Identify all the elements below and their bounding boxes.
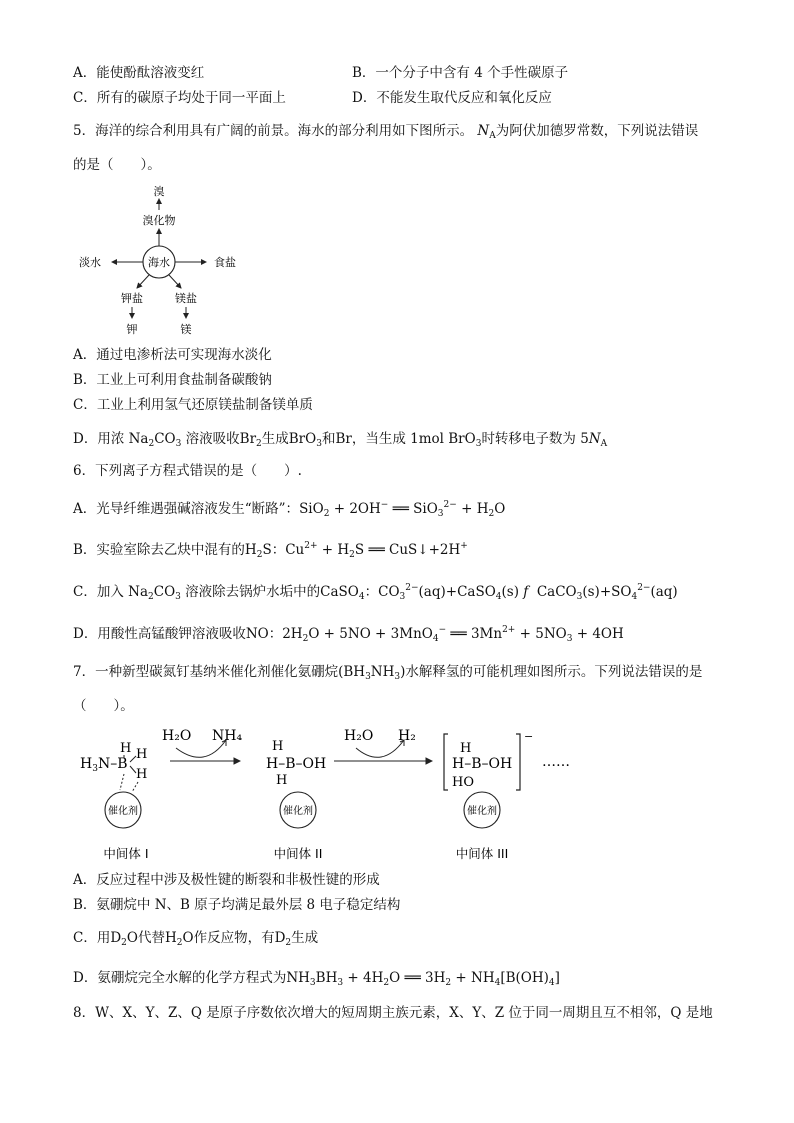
svg-text:−: −	[524, 730, 534, 743]
diagram-potassium-salt: 钾盐	[121, 292, 143, 305]
continuation-dots: ……	[542, 754, 570, 770]
svg-text:H3N–B: $H_3N-B$	[80, 756, 128, 774]
diagram-seawater: 海水	[148, 256, 170, 269]
q4-option-d: D．不能发生取代反应和氧化反应	[352, 90, 552, 106]
catalyst-label-3: 催化剂	[467, 806, 497, 817]
q5-option-a: A．通过电渗析法可实现海水淡化	[73, 347, 272, 363]
q5-option-c: C．工业上利用氢气还原镁盐制备镁单质	[73, 397, 313, 413]
q4-option-c: C．所有的碳原子均处于同一平面上	[73, 90, 286, 106]
q7-option-b: B．氨硼烷中 N、B 原子均满足最外层 8 电子稳定结构	[73, 897, 401, 913]
diagram-bromine: 溴	[153, 185, 165, 198]
diagram-bromide: 溴化物	[142, 214, 176, 227]
seawater-diagram	[70, 180, 240, 340]
arrow1-product: NH₄	[212, 728, 243, 744]
svg-text:H: H	[460, 741, 472, 756]
svg-text:H: H	[136, 767, 148, 782]
q4-option-a: A．能使酚酞溶液变红	[73, 65, 205, 81]
catalyst-label-1: 催化剂	[108, 806, 138, 817]
q7-option-a: A．反应过程中涉及极性键的断裂和非极性键的形成	[73, 872, 380, 888]
diagram-magnesium-salt: 镁盐	[175, 292, 197, 305]
q5-option-d: D．用浓 $Na_2CO_3$ 溶液吸收$Br_2$生成BrO$_3$和Br，当生成 1mol BrO$_3$时转移电子数为 $5N_A$	[73, 431, 608, 449]
diagram-freshwater: 淡水	[79, 256, 101, 269]
catalyst-label-2: 催化剂	[283, 806, 313, 817]
svg-text:H–B–OH: H–B–OH	[452, 756, 513, 772]
svg-text:H: H	[136, 747, 148, 762]
intermediate-2-label: 中间体 II	[273, 846, 323, 861]
arrow2-reactant: H₂O	[344, 728, 374, 744]
svg-text:HO: HO	[452, 775, 474, 790]
diagram-magnesium: 镁	[180, 323, 192, 336]
q5-stem-line2: 的是（ ）。	[73, 157, 161, 173]
q8-stem: 8．W、X、Y、Z、Q 是原子序数依次增大的短周期主族元素，X、Y、Z 位于同一周期且互不相邻，Q 是地	[73, 1005, 713, 1021]
svg-text:H: H	[276, 773, 288, 788]
q7-option-d: D．氨硼烷完全水解的化学方程式为$NH_3BH_3 + 4H_2O$ ══ $3H_2 + NH_4[B(OH)_4]$	[73, 970, 560, 988]
mechanism-diagram	[76, 718, 596, 868]
svg-text:H: H	[272, 739, 284, 754]
svg-text:H–B–OH: H–B–OH	[266, 756, 327, 772]
q6-option-c: C．加入 $Na_2CO_3$ 溶液除去锅炉水垢中的CaSO$_4$：$CO_3^{2-}(aq)+CaSO_4(s)$ f $CaCO_3(s)+SO_4^{2-}(aq)$	[73, 583, 678, 602]
intermediate-3-label: 中间体 III	[455, 846, 509, 861]
q6-stem: 6．下列离子方程式错误的是（ ）.	[73, 463, 302, 479]
arrow1-reactant: H₂O	[162, 728, 192, 744]
q7-stem-line1: 7．一种新型碳氮钉基纳米催化剂催化氨硼烷$(BH_3NH_3)$水解释氢的可能机理如图所示。下列说法错误的是	[73, 664, 703, 682]
diagram-potassium: 钾	[126, 323, 138, 336]
q6-option-a: A．光导纤维遇强碱溶液发生“断路”：SiO$_2$ + 2OH− ══ $SiO_3^{2-} + H_2O$	[73, 500, 506, 519]
q6-option-d: D．用酸性高锰酸钾溶液吸收NO：$2H_2O + 5NO + 3MnO_4^-$ ══ $3Mn^{2+} + 5NO_3 + 4OH$	[73, 625, 624, 644]
svg-text:H: H	[120, 741, 132, 756]
q7-option-c: C．用$D_2O$代替$H_2O$作反应物，有$D_2$生成	[73, 930, 319, 948]
q5-option-b: B．工业上可利用食盐制备碳酸钠	[73, 372, 272, 388]
arrow2-product: H₂	[398, 728, 416, 744]
q6-option-b: B．实验室除去乙炔中混有的$H_2S$：$Cu^{2+} + H_2S$ ══ CuS↓+2H+	[73, 541, 468, 560]
q5-stem-line1: 5．海洋的综合利用具有广阔的前景。海水的部分利用如下图所示。 $N_A$为阿伏加德罗常数，下列说法错误	[73, 123, 699, 141]
diagram-salt: 食盐	[214, 256, 236, 269]
q7-stem-line2: （ ）。	[73, 698, 134, 714]
q4-option-b: B．一个分子中含有 4 个手性碳原子	[352, 65, 569, 81]
intermediate-1-label: 中间体 I	[103, 846, 149, 861]
